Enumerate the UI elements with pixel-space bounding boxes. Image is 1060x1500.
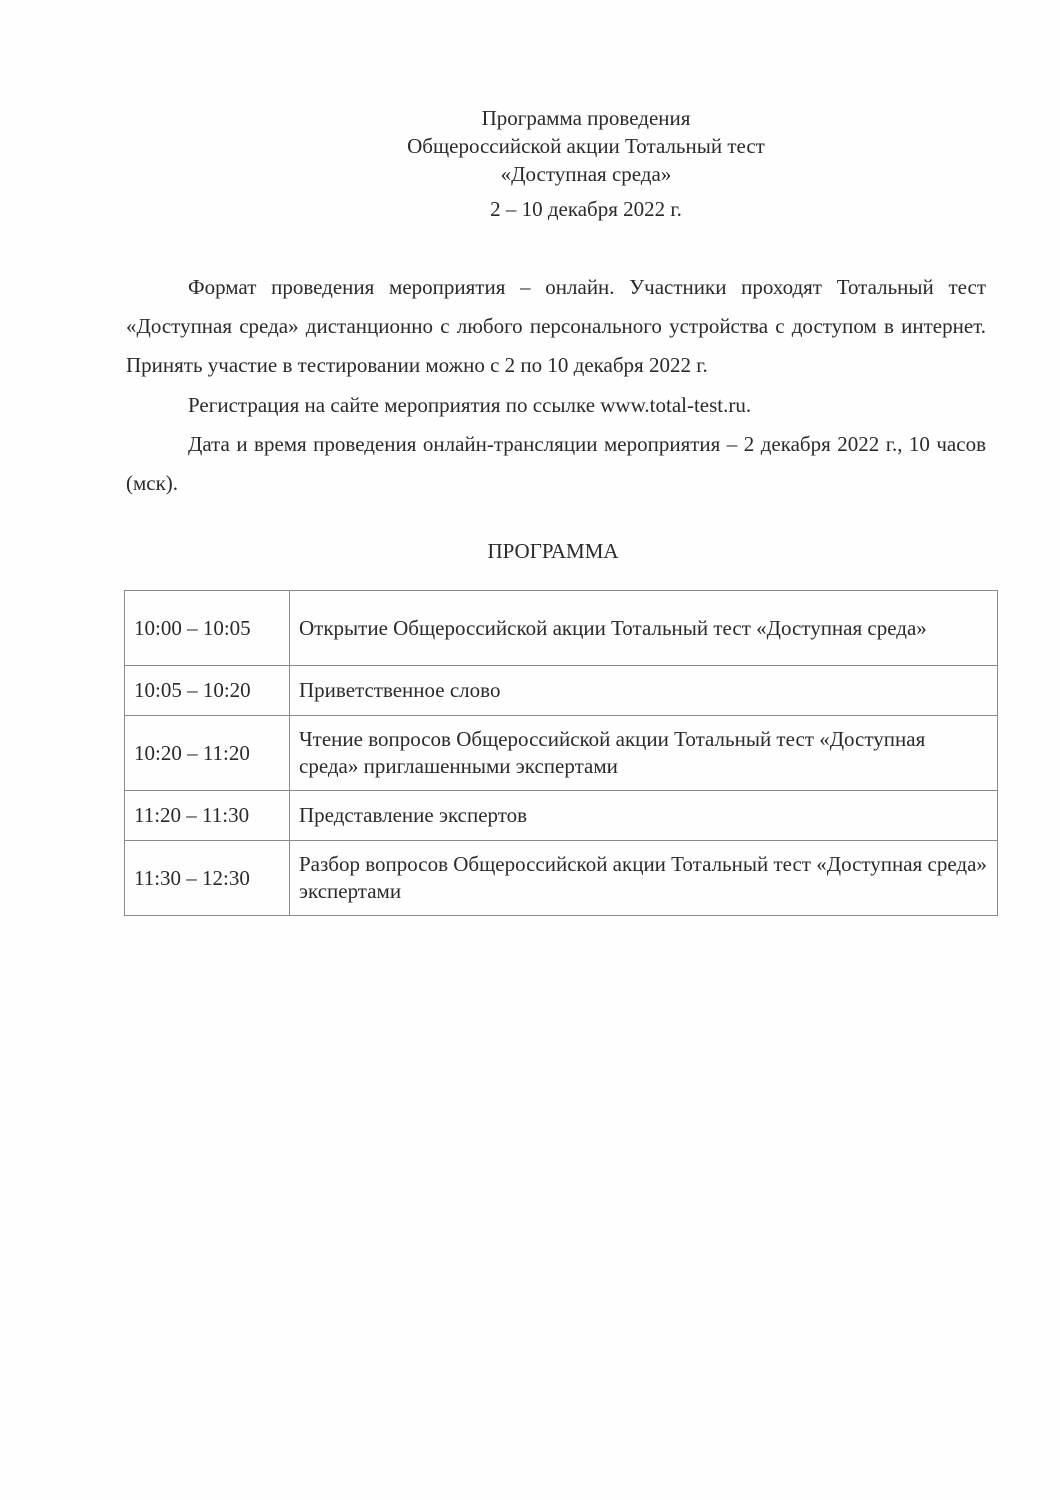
program-event-cell: Разбор вопросов Общероссийской акции Тотальный тест «Доступная среда» экспертами	[290, 841, 998, 916]
program-time-cell: 10:20 – 11:20	[125, 716, 290, 791]
broadcast-paragraph: Дата и время проведения онлайн-трансляции мероприятия – 2 декабря 2022 г., 10 часов (мск).	[126, 432, 986, 495]
program-time-cell: 10:05 – 10:20	[125, 666, 290, 716]
registration-paragraph: Регистрация на сайте мероприятия по ссылке www.total-test.ru.	[188, 393, 752, 417]
program-time-cell: 10:00 – 10:05	[125, 591, 290, 666]
title-line-3: «Доступная среда»	[500, 162, 672, 186]
event-dates: 2 – 10 декабря 2022 г.	[490, 197, 682, 221]
table-row	[125, 841, 998, 916]
program-event-cell: Открытие Общероссийской акции Тотальный тест «Доступная среда»	[290, 591, 998, 666]
table-row	[125, 666, 998, 716]
program-event-cell: Приветственное слово	[290, 666, 998, 716]
title-line-2: Общероссийской акции Тотальный тест	[407, 134, 765, 158]
program-event-cell: Чтение вопросов Общероссийской акции Тотальный тест «Доступная среда» приглашенными экспертами	[290, 716, 998, 791]
table-row	[125, 791, 998, 841]
table-row	[125, 591, 998, 666]
title-line-1: Программа проведения	[481, 106, 691, 130]
program-heading: ПРОГРАММА	[487, 539, 619, 563]
program-table	[124, 590, 998, 916]
program-time-cell: 11:20 – 11:30	[125, 791, 290, 841]
program-event-cell: Представление экспертов	[290, 791, 998, 841]
program-time-cell: 11:30 – 12:30	[125, 841, 290, 916]
table-row	[125, 716, 998, 791]
format-paragraph: Формат проведения мероприятия – онлайн. Участники проходят Тотальный тест «Доступная среда» дистанционно с любого персонального устройства с доступом в интернет. Принять участие в тестировании можно с 2 по 10 декабря 2022 г.	[126, 275, 986, 377]
document-title	[0, 104, 1060, 188]
